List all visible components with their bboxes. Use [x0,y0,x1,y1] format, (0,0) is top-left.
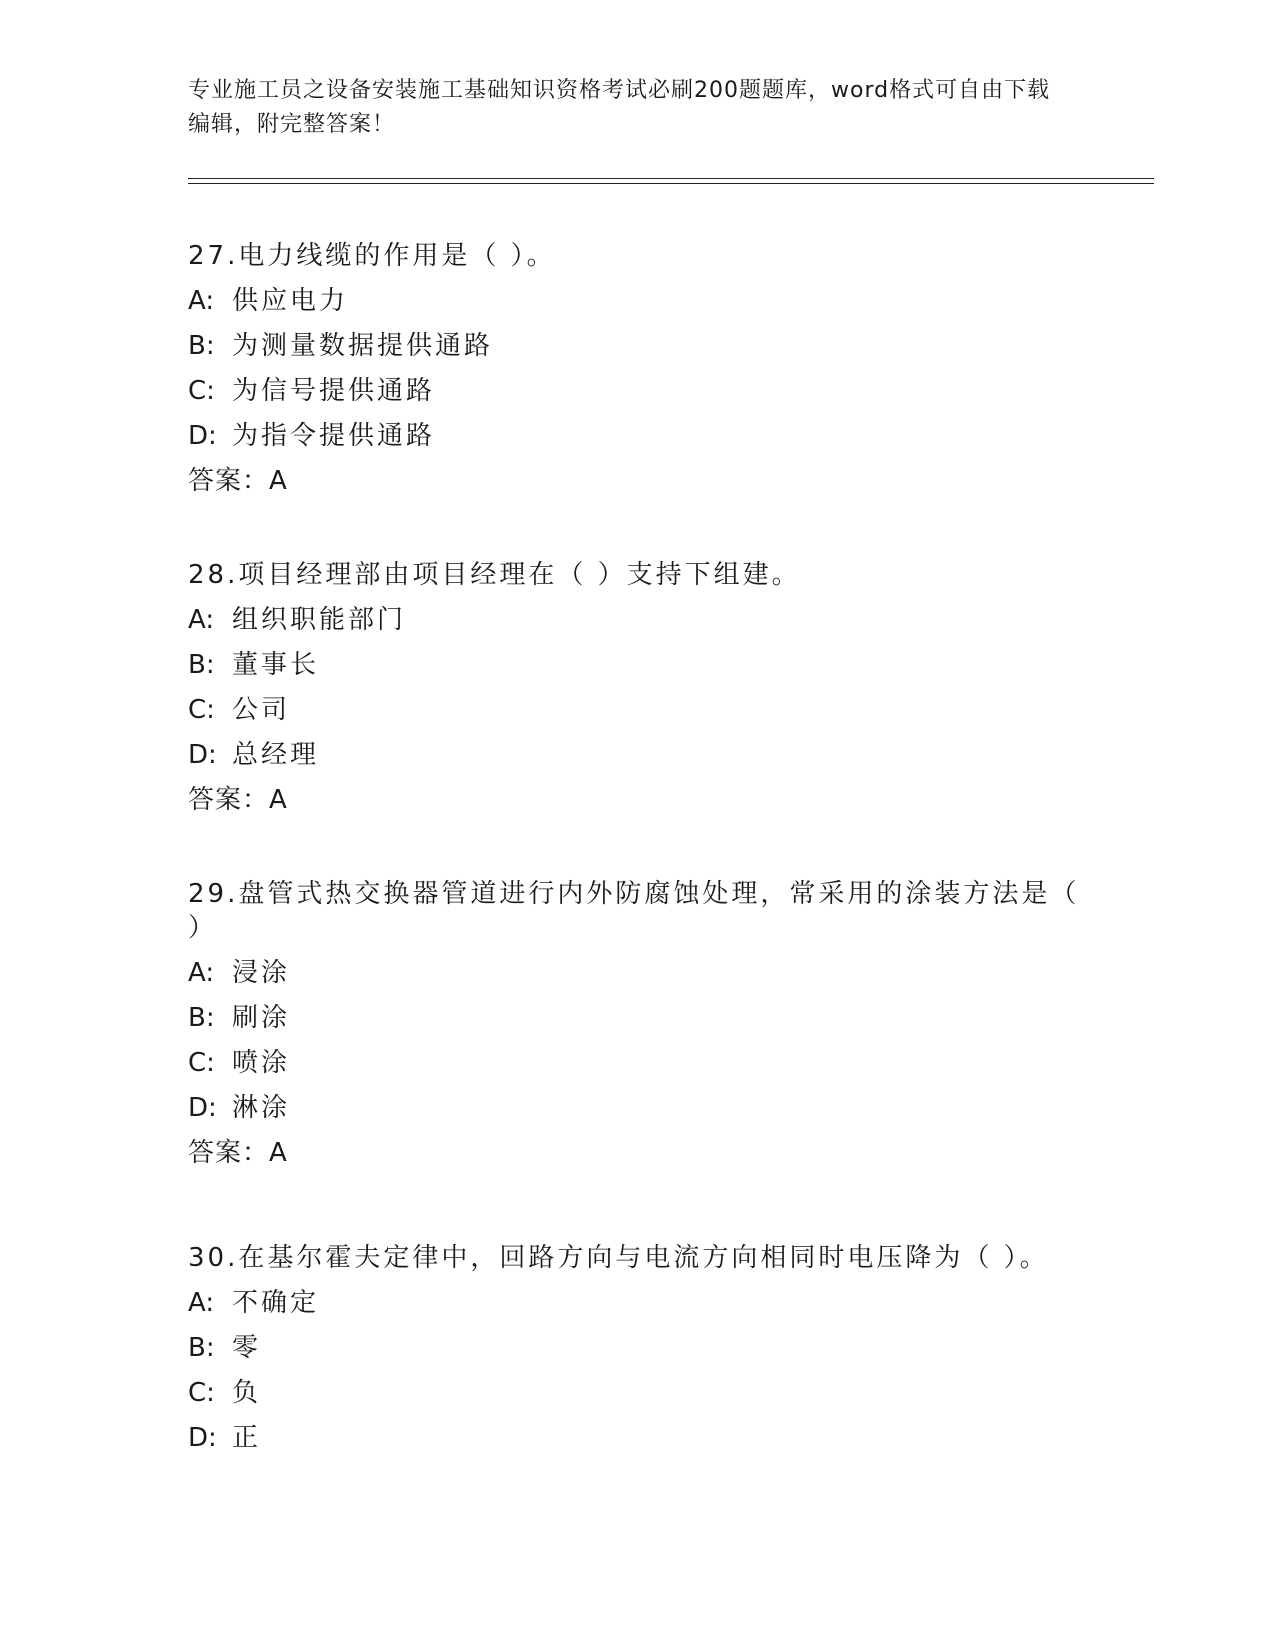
option-c [188,693,1088,727]
question-title: 30.在基尔霍夫定律中，回路方向与电流方向相同时电压降为（ ）。 [188,1243,1049,1273]
option-text: 供应电力 [232,286,349,316]
answer-line: 答案：A [188,466,288,496]
option-text: 为信号提供通路 [232,376,436,406]
option-letter: A: [188,605,215,635]
option-letter: B: [188,1333,215,1363]
option-letter: C: [188,1378,215,1408]
option-text: 刷涂 [232,1003,291,1033]
option-d [188,1091,1088,1125]
option-text: 组织职能部门 [232,605,407,635]
option-c [188,374,1088,408]
option-text: 正 [232,1423,262,1453]
option-text: 不确定 [232,1288,320,1318]
option-d [188,738,1088,772]
question-block [188,1241,1088,1455]
option-d [188,419,1088,453]
question-block [188,877,1088,1170]
answer-line: 答案：A [188,785,288,815]
option-letter: B: [188,650,215,680]
option-text: 喷涂 [232,1048,291,1078]
question-title: 28.项目经理部由项目经理在（ ）支持下组建。 [188,560,801,590]
option-letter: A: [188,286,215,316]
option-text: 董事长 [232,650,320,680]
document-header: 专业施工员之设备安装施工基础知识资格考试必刷200题题库，word格式可自由下载编辑，附完整答案！ [188,78,1051,137]
option-text: 负 [232,1378,262,1408]
option-letter: B: [188,1003,215,1033]
option-letter: C: [188,695,215,725]
option-text: 浸涂 [232,958,291,988]
header-rule-bottom [188,183,1154,184]
option-letter: A: [188,958,215,988]
option-text: 为测量数据提供通路 [232,331,494,361]
question-block [188,239,1088,498]
option-b [188,648,1088,682]
option-text: 零 [232,1333,262,1363]
question-title: 27.电力线缆的作用是（ ）。 [188,241,556,271]
option-letter: D: [188,1423,217,1453]
option-a [188,956,1088,990]
option-letter: D: [188,1093,217,1123]
option-text: 总经理 [232,740,320,770]
option-letter: D: [188,740,217,770]
option-a [188,603,1088,637]
answer-line: 答案：A [188,1138,288,1168]
header-rule-top [188,178,1154,179]
option-letter: A: [188,1288,215,1318]
option-text: 淋涂 [232,1093,291,1123]
option-letter: B: [188,331,215,361]
option-c [188,1046,1088,1080]
option-b [188,1331,1088,1365]
option-letter: C: [188,1048,215,1078]
option-a [188,1286,1088,1320]
option-d [188,1421,1088,1455]
option-b [188,329,1088,363]
option-letter: C: [188,376,215,406]
option-text: 公司 [232,695,291,725]
option-a [188,284,1088,318]
option-letter: D: [188,421,217,451]
option-text: 为指令提供通路 [232,421,436,451]
question-title: 29.盘管式热交换器管道进行内外防腐蚀处理，常采用的涂装方法是（ ） [188,879,1080,943]
question-block [188,558,1088,817]
option-c [188,1376,1088,1410]
option-b [188,1001,1088,1035]
